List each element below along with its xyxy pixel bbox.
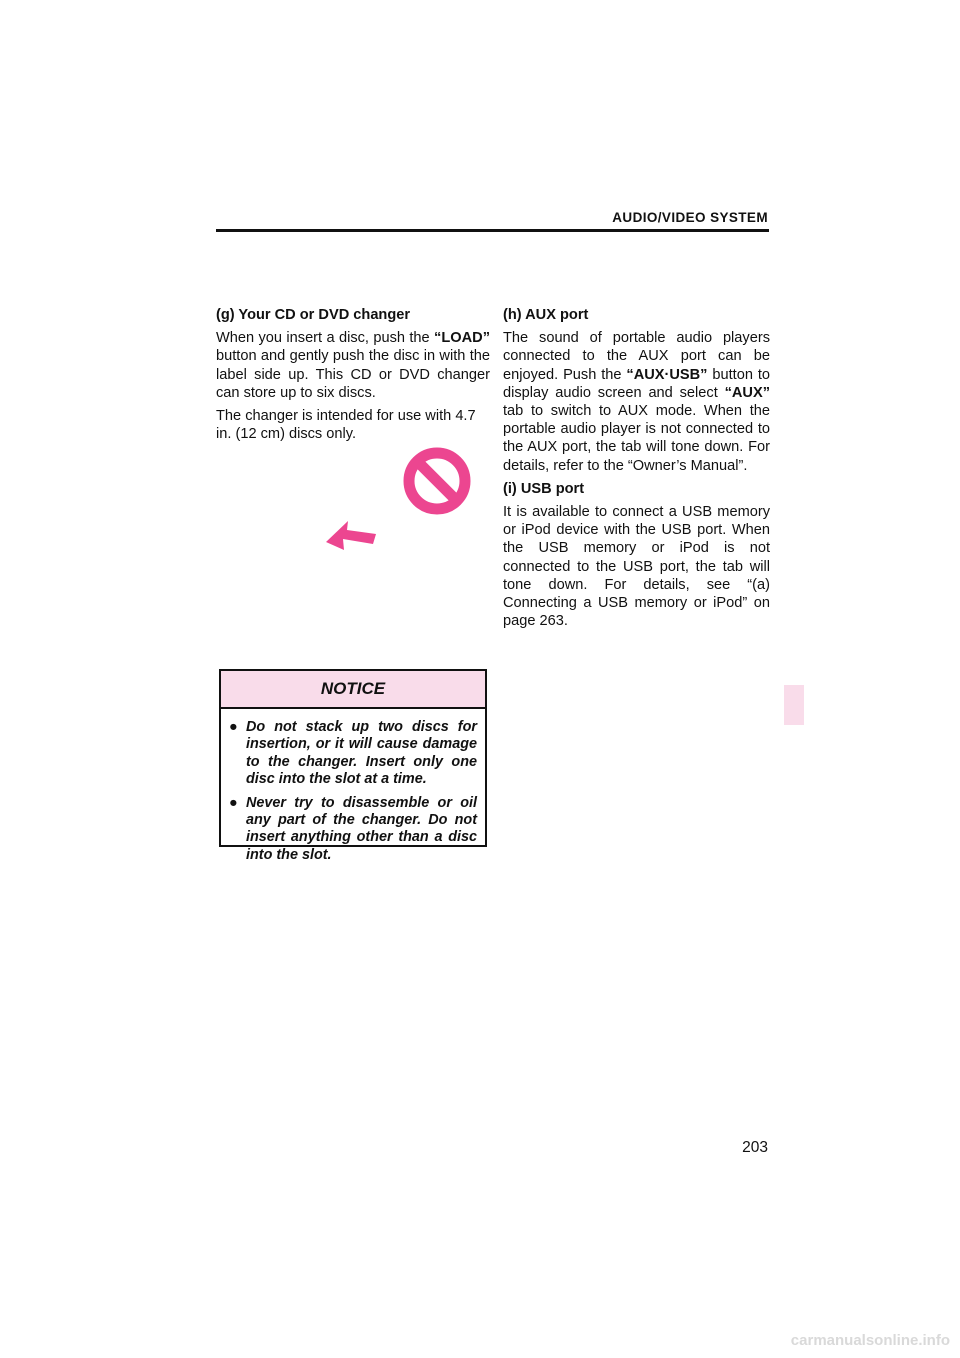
aux-keyword: “AUX” <box>724 384 770 401</box>
section-h-heading: (h) AUX port <box>503 307 589 323</box>
arrow-icon <box>326 521 376 550</box>
notice-item <box>229 795 477 865</box>
left-column <box>216 306 490 448</box>
section-h-text-2: button to display audio screen and select <box>503 366 771 401</box>
load-keyword: “LOAD” <box>434 330 490 347</box>
section-i-paragraph: It is available to connect a USB memory or iPod device with the USB port. When the USB memory or iPod is not connected to the USB port, the tab will tone down. For details, see “(a) Connecting a USB memory or iPod” on page 263. <box>503 504 770 630</box>
section-h-text-3: tab to switch to AUX mode. When the portable audio player is not connected to the AUX port, the tab will tone down. For details, refer to the “Owner’s Manual”. <box>503 403 770 474</box>
notice-item <box>229 719 477 789</box>
aux-usb-keyword: “AUX·USB” <box>626 366 708 383</box>
prohibition-icon <box>409 453 465 509</box>
section-side-tab <box>784 685 804 725</box>
notice-title: NOTICE <box>320 679 386 698</box>
notice-box <box>219 669 487 863</box>
section-g-text-before: When you insert a disc, push the <box>216 330 435 347</box>
section-g-paragraph-2: The changer is intended for use with 4.7 in. (12 cm) discs only. <box>216 408 476 443</box>
notice-list <box>221 709 485 864</box>
disc-illustration <box>216 438 490 588</box>
notice-item-text: Never try to disassemble or oil any part of the changer. Do not insert anything other than a disc into the slot. <box>246 794 477 863</box>
header-rule <box>216 229 769 232</box>
notice-item-text: Do not stack up two discs for insertion, or it will cause damage to the changer. Insert only one disc into the slot at a time. <box>246 719 477 788</box>
page-number: 203 <box>742 1139 768 1156</box>
notice-header <box>221 671 485 709</box>
watermark: carmanualsonline.info <box>790 1332 950 1349</box>
section-h-paragraph <box>503 329 770 475</box>
section-i-heading: (i) USB port <box>503 480 585 497</box>
page-header-title: AUDIO/VIDEO SYSTEM <box>612 210 768 225</box>
section-h-text-1: The sound of portable audio players connected to the AUX port can be enjoyed. Push the <box>503 330 770 383</box>
right-column <box>503 306 770 635</box>
section-g-text-after: button and gently push the disc in with the label side up. This CD or DVD changer can store up to six discs. <box>216 348 490 401</box>
bullet-icon: ● <box>229 719 238 735</box>
section-g-heading: (g) Your CD or DVD changer <box>216 307 411 323</box>
section-g-paragraph-1 <box>216 329 490 402</box>
bullet-icon: ● <box>229 794 238 811</box>
